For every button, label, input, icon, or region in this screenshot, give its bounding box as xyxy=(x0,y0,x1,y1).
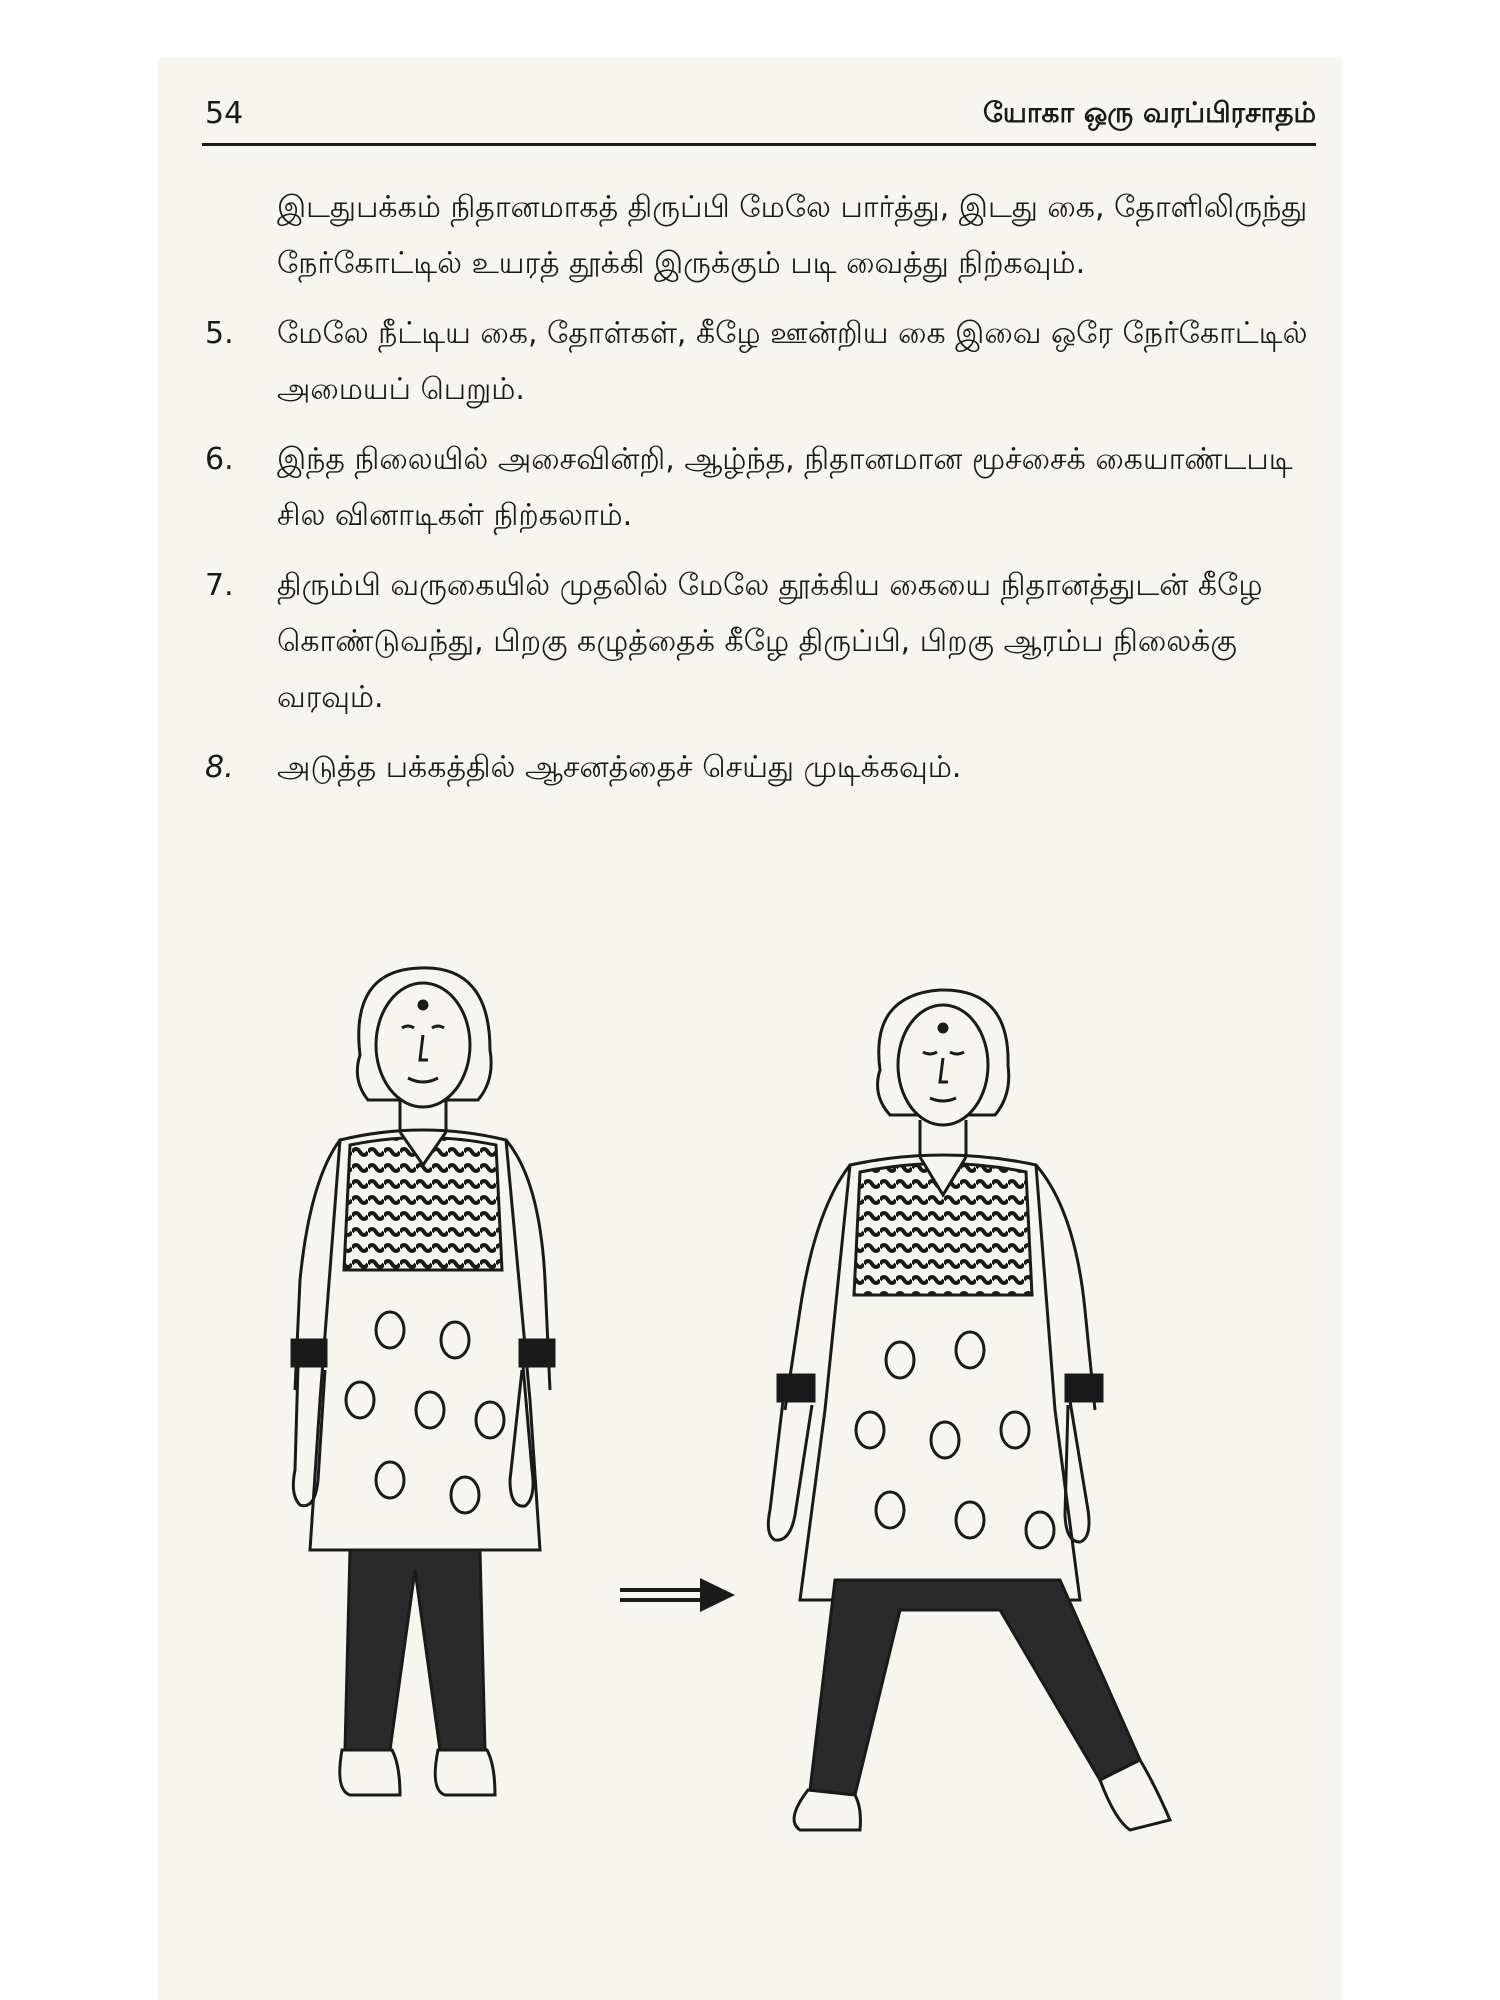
continuation-paragraph: இடதுபக்கம் நிதானமாகத் திருப்பி மேலே பார்த்து, இடது கை, தோளிலிருந்து நேர்கோட்டில் உயரத் தூக்கி இருக்கும் படி வைத்து நிற்கவும். xyxy=(277,190,1308,281)
figure-standing xyxy=(292,968,554,1795)
body-text xyxy=(205,180,1317,810)
step-text: அடுத்த பக்கத்தில் ஆசனத்தைச் செய்து முடிக்கவும். xyxy=(277,750,962,785)
figure-legs-apart xyxy=(768,990,1170,1830)
step-number: 7. xyxy=(205,568,234,603)
step-item xyxy=(205,558,1317,726)
step-number: 8. xyxy=(205,750,234,785)
step-text: இந்த நிலையில் அசைவின்றி, ஆழ்ந்த, நிதானமான மூச்சைக் கையாண்டபடி சில வினாடிகள் நிற்கலாம். xyxy=(277,442,1293,533)
step-item xyxy=(205,306,1317,418)
page-number: 54 xyxy=(205,96,244,131)
step-text: திரும்பி வருகையில் முதலில் மேலே தூக்கிய கையை நிதானத்துடன் கீழே கொண்டுவந்து, பிறகு கழுத்தைக் கீழே திருப்பி, பிறகு ஆரம்ப நிலைக்கு வரவும். xyxy=(277,568,1263,715)
yoga-illustration xyxy=(240,950,1300,1880)
step-text: மேலே நீட்டிய கை, தோள்கள், கீழே ஊன்றிய கை இவை ஒரே நேர்கோட்டில் அமையப் பெறும். xyxy=(277,316,1308,407)
step-number: 6. xyxy=(205,442,234,477)
arrow-icon xyxy=(620,1578,735,1612)
step-item xyxy=(205,740,1317,796)
step-number: 5. xyxy=(205,316,234,351)
running-title: யோகா ஒரு வரப்பிரசாதம் xyxy=(983,96,1316,129)
header-rule xyxy=(202,143,1316,146)
step-item xyxy=(205,432,1317,544)
